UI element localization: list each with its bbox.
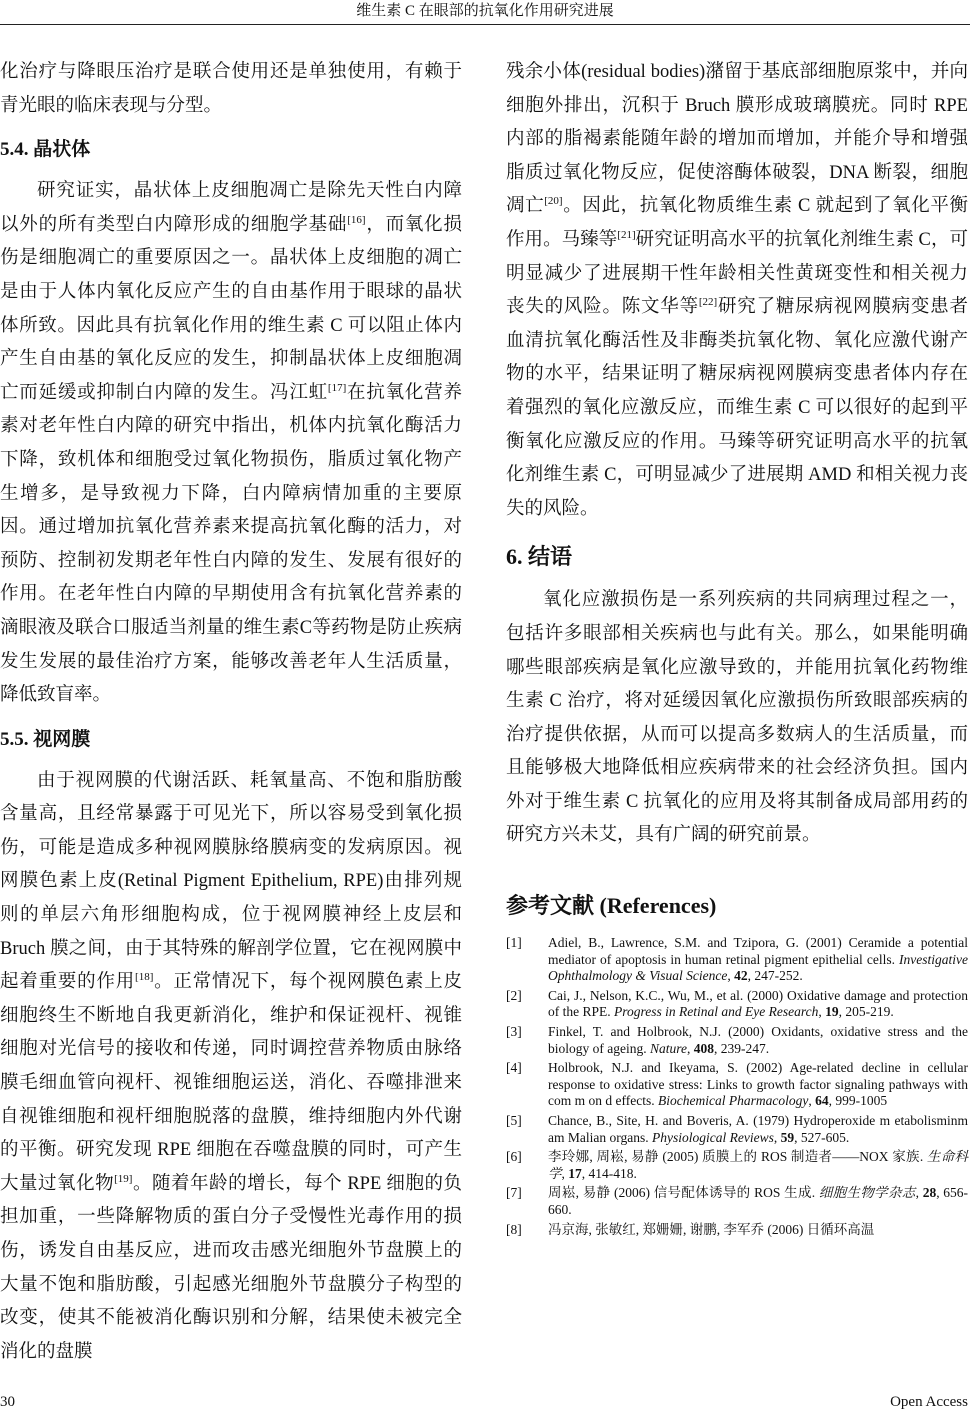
text-run: 。随着年龄的增长，每个 RPE 细胞的负担加重，一些降解物质的蛋白分子受慢性光毒作用的损伤，诱发自由基反应，进而攻击感光细胞外节盘膜上的大量不饱和脂肪酸，引起感光细胞外节盘膜分子构型的改变，使其不能被消化酶识别和分解，结果使未被完全消化的盘膜 [0, 1173, 462, 1362]
text-run: , 414-418. [581, 1165, 637, 1181]
text-run: 周崧, 易静 (2006) 信号配体诱导的 ROS 生成. [548, 1185, 819, 1201]
text-run: , [773, 1129, 781, 1145]
text-run: Progress in Retinal and Eye Research [614, 1004, 819, 1020]
text-run: 。因此，抗氧化物质维生素 C 就起到了氧化平衡作用。马臻等 [506, 196, 968, 250]
left-column [0, 56, 462, 1369]
reference-item [506, 1024, 968, 1057]
references-heading [506, 889, 968, 923]
text-run: , [686, 1040, 694, 1056]
reference-text [548, 988, 968, 1021]
text-run: Chance, B., Site, H. and Boveris, A. (1979) Hydroperoxide m etabolisminm am Malian organs. [548, 1113, 968, 1145]
text-run: Finkel, T. and Holbrook, N.J. (2000) Oxidants, oxidative stress and the biology of ageing. [548, 1024, 968, 1056]
reference-text [548, 1149, 968, 1182]
reference-text [548, 1060, 968, 1110]
text-run: 研究了糖尿病视网膜病变患者血清抗氧化酶活性及非酶类抗氧化物、氧化应激代谢产物的水平，结果证明了糖尿病视网膜病变患者体内存在着强烈的氧化应激反应，而维生素 C 可以很好的起到平衡氧化应激反应的作用。马臻等研究证明高水平的抗氧化剂维生素 C，可明显减少了进展期 AMD 和相关视力丧失的风险。 [506, 297, 968, 519]
paragraph [506, 584, 968, 853]
text-run: Investigative Ophthalmology & Visual Science [548, 951, 968, 984]
page-number: 30 [0, 1394, 15, 1410]
text-run: Adiel, B., Lawrence, S.M. and Tzipora, G. (2001) Ceramide a potential mediator of apoptosis in human retinal pigment epithelial cells. [548, 935, 968, 967]
text-run: 408 [693, 1040, 714, 1056]
text-run: 李玲娜, 周崧, 易静 (2005) 质膜上的 ROS 制造者——NOX 家族. [548, 1149, 927, 1165]
text-run: Holbrook, N.J. and Ikeyama, S. (2002) Age-related decline in cellular response to oxidative stress: Links to growth factor signaling pathways with com m on d effects. [548, 1060, 968, 1109]
reference-item [506, 1060, 968, 1110]
text-run: Physiological Reviews [651, 1129, 774, 1145]
reference-item [506, 1149, 968, 1182]
citation-marker: [17] [327, 381, 347, 394]
reference-text [548, 1222, 968, 1239]
reference-number: [4] [506, 1060, 522, 1076]
citation-marker: [22] [698, 296, 718, 308]
reference-item [506, 1113, 968, 1146]
text-run: 28 [922, 1185, 937, 1201]
text-run: 5.4. 晶状体 [0, 139, 91, 161]
section-heading [0, 133, 462, 167]
citation-marker: [18] [135, 971, 154, 984]
text-run: 42 [734, 968, 748, 984]
publisher-label: Open Access [890, 1394, 968, 1410]
reference-text [548, 1185, 968, 1218]
text-run: , [818, 1004, 826, 1020]
reference-number: [2] [506, 987, 522, 1003]
text-run: , 247-252. [747, 968, 803, 984]
reference-number: [8] [506, 1221, 522, 1237]
reference-item [506, 1222, 968, 1239]
text-run: 在抗氧化营养素对老年性白内障的研究中指出，机体内抗氧化酶活力下降，致机体和细胞受过氧化物损伤，脂质过氧化物产生增多，是导致视力下降，白内障病情加重的主要原因。通过增加抗氧化营养素来提高抗氧化酶的活力，对预防、控制初发期老年性白内障的发生、发展有很好的作用。在老年性白内障的早期使用含有抗氧化营养素的滴眼液及联合口服适当剂量的维生素C等药物是防止疾病发生发展的最佳治疗方案，能够改善老年人生活质量，降低致盲率。 [0, 382, 462, 706]
reference-number: [7] [506, 1185, 522, 1201]
text-run: 研究证明高水平的抗氧化剂维生素 C，可明显减少了进展期干性年龄相关性黄斑变性和相关视力丧失的风险。陈文华等 [506, 229, 968, 318]
reference-item [506, 1185, 968, 1218]
text-run: 5.5. 视网膜 [0, 728, 91, 750]
text-run: 6. 结语 [506, 544, 573, 570]
reference-number: [1] [506, 935, 522, 951]
citation-marker: [20] [544, 195, 563, 208]
text-run: , [561, 1165, 569, 1181]
reference-text [548, 1024, 968, 1057]
reference-text [548, 1113, 968, 1146]
text-run: 64 [815, 1093, 829, 1109]
text-run: Biochemical Pharmacology [657, 1093, 809, 1109]
reference-text [548, 935, 968, 985]
text-run: 残余小体(residual bodies)潴留于基底部细胞原浆中，并向细胞外排出，沉积于 Bruch 膜形成玻璃膜疣。同时 RPE 内部的脂褐素能随年龄的增加而增加，并能介导和增强脂质过氧化物反应，促使溶酶体破裂，DNA 断裂，细胞凋亡 [506, 62, 968, 217]
header-divider [0, 24, 970, 25]
citation-marker: [16] [347, 213, 366, 226]
text-run: , [727, 968, 735, 984]
section-heading [506, 540, 968, 574]
paragraph [0, 175, 462, 713]
text-run: 细胞生物学杂志 [818, 1185, 916, 1201]
running-header: 维生素 C 在眼部的抗氧化作用研究进展 [356, 3, 614, 19]
text-run: 化治疗与降眼压治疗是联合使用还是单独使用，有赖于青光眼的临床表现与分型。 [0, 62, 462, 116]
text-run: 59 [780, 1129, 795, 1145]
reference-number: [3] [506, 1024, 522, 1040]
text-run: 17 [568, 1165, 582, 1181]
text-run: 19 [825, 1004, 839, 1020]
text-run: , 999-1005 [828, 1093, 888, 1109]
text-run: Cai, J., Nelson, K.C., Wu, M., et al. (2000) Oxidative damage and protection of the RPE. [548, 987, 968, 1020]
text-run: 由于视网膜的代谢活跃、耗氧量高、不饱和脂肪酸含量高，且经常暴露于可见光下，所以容易受到氧化损伤，可能是造成多种视网膜脉络膜病变的发病原因。视网膜色素上皮(Retinal Pigment Epithelium, RPE)由排列规则的单层六角形细胞构成，位于视网膜神经上皮层和 Bruch 膜之间，由于其特殊的解剖学位置，它在视网膜中起着重要的作用 [0, 770, 462, 993]
paragraph [506, 56, 968, 526]
paragraph [0, 765, 462, 1370]
text-run: Nature [649, 1040, 687, 1056]
reference-list [506, 935, 968, 1238]
citation-marker: [19] [114, 1172, 133, 1185]
reference-item [506, 935, 968, 985]
text-run: , 656-660. [548, 1185, 969, 1217]
text-run: 氧化应激损伤是一系列疾病的共同病理过程之一，包括许多眼部相关疾病也与此有关。那么，如果能明确哪些眼部疾病是氧化应激导致的，并能用抗氧化药物维生素 C 治疗，将对延缓因氧化应激损伤所致眼部疾病的治疗提供依据，从而可以提高多数病人的生活质量，而且能够极大地降低相应疾病带来的社会经济负担。国内外对于维生素 C 抗氧化的应用及将其制备成局部用药的研究方兴未艾，具有广阔的研究前景。 [506, 590, 968, 846]
right-column [506, 56, 968, 1241]
text-run: 冯京海, 张敏红, 郑姗姗, 谢鹏, 李军乔 (2006) 日循环高温 [548, 1221, 875, 1237]
section-heading [0, 723, 462, 757]
reference-item [506, 988, 968, 1021]
text-run: 研究证实，晶状体上皮细胞凋亡是除先天性白内障以外的所有类型白内障形成的细胞学基础 [0, 181, 462, 235]
text-run: , [915, 1185, 923, 1201]
text-run: , 239-247. [713, 1040, 770, 1056]
paragraph [0, 56, 462, 123]
reference-number: [6] [506, 1149, 522, 1165]
citation-marker: [21] [617, 228, 636, 241]
text-run: , 527-605. [794, 1129, 850, 1145]
reference-number: [5] [506, 1113, 522, 1128]
text-run: 。正常情况下，每个视网膜色素上皮细胞终生不断地自我更新消化，维护和保证视杆、视锥细胞对光信号的接收和传递，同时调控营养物质由脉络膜毛细血管向视杆、视锥细胞运送，消化、吞噬排泄来自视锥细胞和视杆细胞脱落的盘膜，维持细胞内外代谢的平衡。研究发现 RPE 细胞在吞噬盘膜的同时，可产生大量过氧化物 [0, 972, 462, 1194]
text-run: , [808, 1093, 816, 1109]
text-run: 参考文献 (References) [506, 893, 717, 919]
text-run: 生命科学 [548, 1149, 968, 1181]
text-run: ，而氧化损伤是细胞凋亡的重要原因之一。晶状体上皮细胞的凋亡是由于人体内氧化反应产生的自由基作用于眼球的晶状体所致。因此具有抗氧化作用的维生素 C 可以阻止体内产生自由基的氧化反应的发生，抑制晶状体上皮细胞凋亡而延缓或抑制白内障的发生。冯江虹 [0, 214, 462, 403]
text-run: , 205-219. [838, 1004, 894, 1020]
